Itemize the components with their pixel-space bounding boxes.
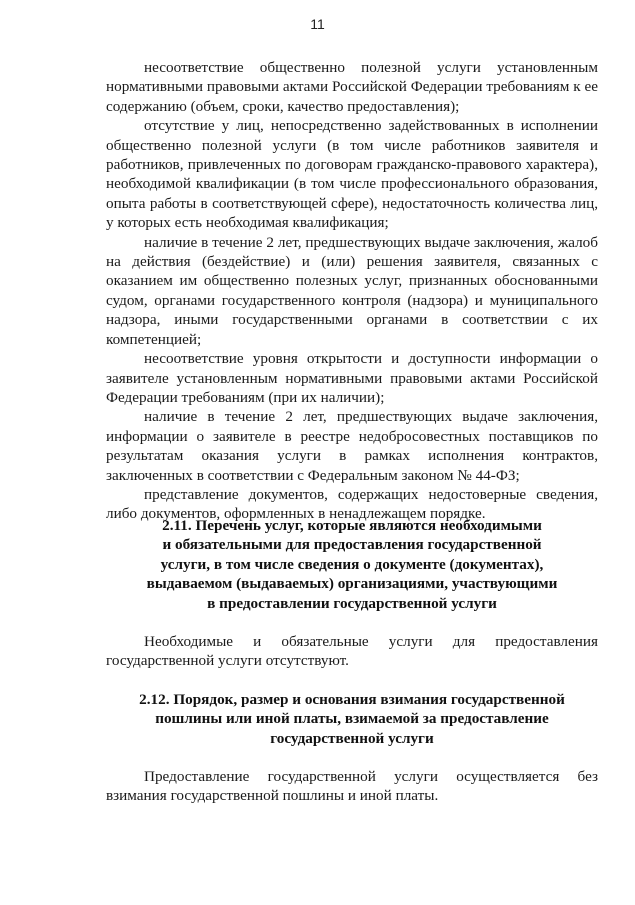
criteria-paragraph: отсутствие у лиц, непосредственно задействованных в исполнении общественно полезной услуги (в том числе работников заявителя и работников, привлеченных по договорам гражданско-правового характера), необходимой квалификации (в том числе профессионального образования, опыта работы в соответствующей сфере), недостаточность количества лиц, у которых есть необходимая квалификация; bbox=[106, 117, 598, 232]
criteria-paragraph: несоответствие уровня открытости и доступности информации о заявителе установленным нормативными правовыми актами Российской Федерации требованиям (при их наличии); bbox=[106, 350, 598, 406]
criteria-paragraph: наличие в течение 2 лет, предшествующих выдаче заключения, информации о заявителе в реестре недобросовестных поставщиков по результатам оказания услуги в рамках исполнения контрактов, заключенных в соответствии с Федеральным законом № 44-ФЗ; bbox=[106, 408, 598, 484]
section-2-12-body bbox=[106, 767, 598, 806]
section-2-11-body bbox=[106, 632, 598, 671]
page-number: 11 bbox=[310, 16, 325, 32]
heading-line: выдаваемом (выдаваемых) организациями, участвующими bbox=[146, 575, 558, 593]
heading-line: пошлины или иной платы, взимаемой за предоставление bbox=[155, 710, 549, 728]
criteria-list bbox=[106, 58, 598, 524]
section-2-12-text: Предоставление государственной услуги осуществляется без взимания государственной пошлины и иной платы. bbox=[106, 768, 598, 805]
heading-line: 2.11. Перечень услуг, которые являются необходимыми bbox=[162, 517, 542, 534]
criteria-paragraph: несоответствие общественно полезной услуги установленным нормативными правовыми актами Российской Федерации требованиям к ее содержанию (объем, сроки, качество предоставления); bbox=[106, 59, 598, 115]
section-2-12-heading bbox=[106, 690, 598, 748]
heading-line: и обязательными для предоставления государственной bbox=[162, 536, 542, 554]
heading-line: 2.12. Порядок, размер и основания взимания государственной bbox=[139, 691, 565, 708]
section-2-11-heading bbox=[106, 516, 598, 613]
section-2-11-text: Необходимые и обязательные услуги для предоставления государственной услуги отсутствуют. bbox=[106, 633, 598, 670]
heading-line: в предоставлении государственной услуги bbox=[207, 594, 497, 612]
heading-line: услуги, в том числе сведения о документе (документах), bbox=[160, 555, 544, 573]
heading-line: государственной услуги bbox=[270, 729, 434, 747]
criteria-paragraph: наличие в течение 2 лет, предшествующих выдаче заключения, жалоб на действия (бездействие) и (или) решения заявителя, связанных с оказанием им общественно полезных услуг, признанных обоснованными судом, органами государственного контроля (надзора) и муниципального надзора, иными государственными органами в соответствии с их компетенцией; bbox=[106, 233, 598, 348]
criteria-paragraph: представление документов, содержащих недостоверные сведения, либо документов, оформленных в ненадлежащем порядке. bbox=[106, 485, 598, 523]
